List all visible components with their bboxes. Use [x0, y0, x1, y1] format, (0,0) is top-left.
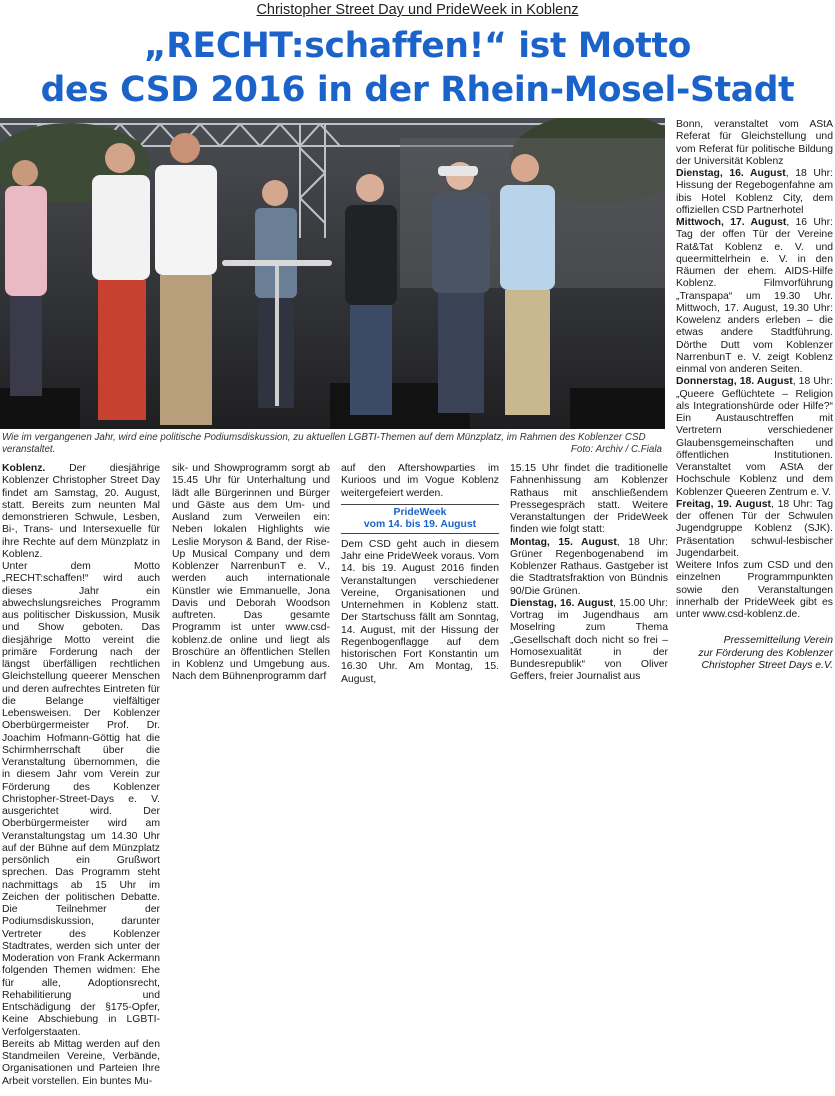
paragraph: Dem CSD geht auch in diesem Jahr eine PrideWeek voraus. Vom 14. bis 19. August 2016 finden Veranstaltungen verschiedener Vereine, Organisationen und Unternehmen in Koblenz statt. Der Startschuss fällt am Sonntag, 14. August, mit der Hissung der Regenbogenflagge auf dem historischen Fort Konstantin um 16.30 Uhr. Am Montag, 15. August,: [341, 538, 499, 685]
subheading-prideweek: [341, 504, 499, 534]
article-column-3: [341, 463, 499, 686]
event-entry: [676, 168, 833, 217]
paragraph: Weitere Infos zum CSD und den einzelnen Programmpunkten sowie den Veranstaltungen innerhalb der PrideWeek gibt es unter www.csd-koblenz.de.: [676, 560, 833, 620]
paragraph: sik- und Showprogramm sorgt ab 15.45 Uhr für Unterhaltung und lädt alle Bürgerinnen und Bürger und Gäste aus dem Um- und Ausland zum Verweilen ein: Neben lokalen Highlights wie Leslie Moryson & Band, der Rise-Up Musical Company und dem Koblenzer NarrenbunT e. V., werden auch internationale Künstler wie Emmanuelle, Jona Davis und Deborah Woodson auftreten. Das gesamte Programm ist unter www.csd-koblenz.de online und liegt als Broschüre an öffentlichen Stellen in Koblenz und Umgebung aus. Nach dem Bühnenprogramm darf: [172, 463, 330, 683]
event-entry: [676, 217, 833, 376]
event-date: Montag, 15. August: [510, 536, 617, 548]
event-date: Mittwoch, 17. August: [676, 217, 787, 228]
event-text: , 18 Uhr: Hissung der Regebogenfahne am ibis Hotel Koblenz City, dem offiziellen CSD Partnerhotel: [676, 168, 833, 216]
signature: [676, 635, 833, 672]
article-column-4: [510, 463, 668, 684]
headline-line-2: des CSD 2016 in der Rhein-Mosel-Stadt: [40, 70, 795, 110]
event-text: , 15.00 Uhr: Vortrag im Jugendhaus am Moselring zum Thema „Gesellschaft doch nicht so frei – Homosexualität in der Bundesrepublik“ von Oliver Geffers, freier Journalist aus: [510, 597, 668, 683]
event-text: , 18 Uhr: Tag der offenen Tür der Schwulen Jugendgruppe Koblenz (SJK). Präsentation schwul-lesbischer Jugendarbeit.: [676, 498, 833, 559]
headline: [0, 24, 835, 112]
signature-line-2: zur Förderung des Koblenzer: [698, 647, 833, 659]
paragraph: 15.15 Uhr findet die traditionelle Fahnenhissung am Koblenzer Rathaus mit anschließendem Pressegespräch statt. Weitere Veranstaltungen der PrideWeek finden wie folgt statt:: [510, 463, 668, 536]
article-column-2: [172, 463, 330, 684]
paragraph: auf den Aftershowparties im Kurioos und im Vogue Koblenz weitergefeiert werden.: [341, 463, 499, 499]
photo-credit: Foto: Archiv / C.Fiala: [570, 444, 662, 455]
event-date: Freitag, 19. August: [676, 498, 771, 510]
paragraph: Bonn, veranstaltet vom AStA Referat für Gleichstellung und vom Referat für politische Bildung der Universität Koblenz: [676, 119, 833, 167]
paragraph: [2, 463, 160, 561]
subheading-line-1: PrideWeek: [393, 506, 447, 518]
event-text: , 18 Uhr: „Queere Geflüchtete – Religion als Integrationshürde oder Hilfe?“ Ein Austauschtreffen mit Vertretern verschiedener Glaubensgemeinschaften und öffentlichen Institutionen. Veranstaltet vom AStA der Hochschule Koblenz und dem Koblenzer Queeren Zentrum e. V.: [676, 376, 833, 498]
event-text: , 16 Uhr: Tag der offen Tür der Vereine Rat&Tat Koblenz e. V. und queermittelrhein e. V. in den Räumen der ehem. AIDS-Hilfe Koblenz. Filmvorführung „Transpapa“ um 19.30 Uhr. Mittwoch, 17. August, 19.30 Uhr: Kowelenz anders erleben – die etwas andere Stadtführung. Dörthe Dutt vom Koblenzer NarrenbunT e. V. zeigt Koblenz einmal von anderen Seiten.: [676, 217, 833, 375]
signature-line-1: Pressemitteilung Verein: [723, 635, 833, 647]
headline-line-1: „RECHT:schaffen!“ ist Motto: [143, 26, 692, 66]
event-date: Dienstag, 16. August: [510, 597, 614, 609]
photo-caption: [2, 432, 664, 456]
kicker: Christopher Street Day und PrideWeek in Koblenz: [256, 2, 579, 18]
event-text: , 18 Uhr: Grüner Regenbogenabend im Koblenzer Rathaus. Gastgeber ist die Stadtratsfraktion von Bündnis 90/Die Grünen.: [510, 536, 668, 597]
event-entry: [676, 376, 833, 499]
subheading-line-2: vom 14. bis 19. August: [363, 518, 477, 530]
paragraph: Unter dem Motto „RECHT:schaffen!“ wird auch dieses Jahr ein abwechslungsreiches Programm aus politischer Diskussion, Musik und Show geboten. Das diesjährige Motto vereint die primäre Forderung nach der längst überfälligen rechtlichen Gleichstellung queerer Menschen und deren aufrechtes Eintreten für die Belange vielfältiger Lebensweisen. Der Koblenzer Oberbürgermeister Prof. Dr. Joachim Hofmann-Göttig hat die Schirmherrschaft über die Veranstaltung übernommen, die in diesem Jahr vom Verein zur Förderung des Koblenzer Christopher-Street-Days e. V. ausgerichtet wird. Der Oberbürgermeister wird am Veranstaltungstag um 14.30 Uhr auf der Bühne auf dem Münzplatz persönlich ein Grußwort sprechen. Das Programm steht nachmittags ab 15 Uhr im Zeichen der politischen Debatte. Die Teilnehmer der Podiumsdiskussion, darunter Vertreter des Koblenzer Stadtrates, werden sich unter der Moderation von Frank Ackermann folgenden Themen widmen: Ehe für alle, Adoptionsrecht, Rehabilitierung und Entschädigung der §175-Opfer, Keine Abschiebung in LGBTI-Verfolgerstaaten.: [2, 561, 160, 1038]
signature-line-3: Christopher Street Days e.V.: [701, 659, 833, 671]
photo-caption-text: Wie im vergangenen Jahr, wird eine politische Podiumsdiskussion, zu aktuellen LGBTI-Themen auf dem Münzplatz, im Rahmen des Koblenzer CSD veranstaltet.: [2, 432, 646, 455]
paragraph: Bereits ab Mittag werden auf den Standmeilen Vereine, Verbände, Organisationen und Parteien Ihre Arbeit vorstellen. Ein buntes Mu-: [2, 1038, 160, 1087]
event-entry: [510, 537, 668, 598]
paragraph-text: Der diesjährige Koblenzer Christopher Street Day findet am Samstag, 20. August, statt. Bereits zum neunten Mal demonstrieren Schwule, Lesben, Bi-, Trans- und Intersexuelle für ihre Rechte auf dem Münzplatz in Koblenz.: [2, 463, 160, 560]
event-entry: [510, 598, 668, 684]
dateline: Koblenz.: [2, 463, 46, 474]
event-entry: [676, 499, 833, 560]
stage-photo-illustration: [0, 118, 665, 429]
stage-photo: [0, 118, 665, 429]
event-date: Donnerstag, 18. August: [676, 376, 793, 388]
event-date: Dienstag, 16. August: [676, 168, 786, 179]
article-column-1: [2, 463, 160, 1088]
article-column-5: [676, 119, 833, 672]
